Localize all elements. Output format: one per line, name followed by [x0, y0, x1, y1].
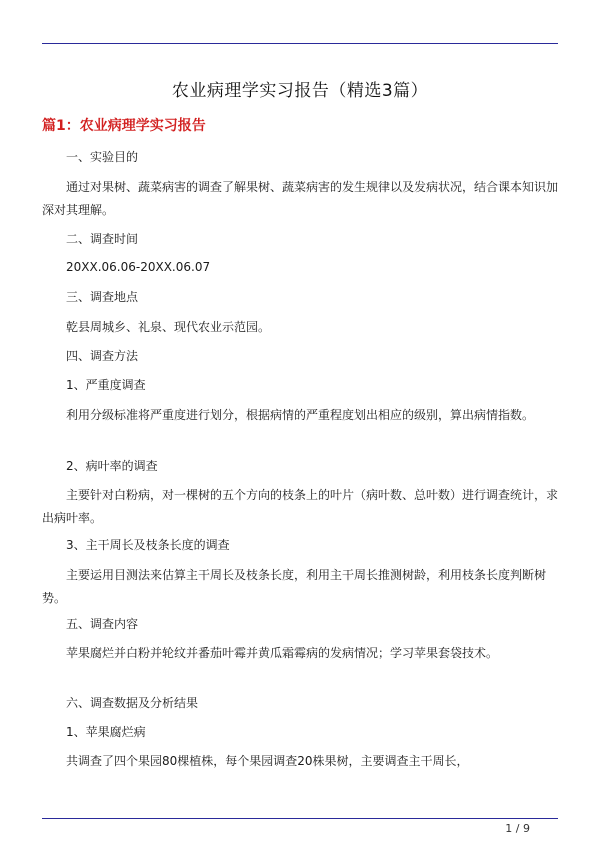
heading-survey-method: 四、调查方法	[66, 349, 139, 363]
heading-survey-content: 五、调查内容	[66, 617, 139, 631]
heading-survey-data: 六、调查数据及分析结果	[66, 696, 199, 710]
heading-experiment-purpose: 一、实验目的	[66, 150, 139, 164]
header-rule	[42, 43, 558, 44]
heading-diseased-leaf-rate: 2、病叶率的调查	[66, 459, 158, 473]
section-heading: 篇1：农业病理学实习报告	[42, 118, 206, 134]
page-number: 1 / 9	[505, 822, 530, 835]
paragraph-survey-location: 乾县周城乡、礼泉、现代农业示范园。	[66, 320, 271, 334]
paragraph-diseased-leaf-rate: 主要针对白粉病，对一棵树的五个方向的枝条上的叶片（病叶数、总叶数）进行调查统计，求出病叶率。	[42, 488, 559, 525]
paragraph-survey-time: 20XX.06.06-20XX.06.07	[66, 260, 211, 274]
heading-apple-canker: 1、苹果腐烂病	[66, 725, 146, 739]
footer-rule	[42, 818, 558, 819]
heading-survey-location: 三、调查地点	[66, 290, 139, 304]
paragraph-trunk-branch-survey: 主要运用目测法来估算主干周长及枝条长度，利用主干周长推测树龄，利用枝条长度判断树势。	[42, 568, 547, 605]
paragraph-severity-survey: 利用分级标准将严重度进行划分，根据病情的严重程度划出相应的级别，算出病情指数。	[66, 408, 535, 422]
paragraph-survey-content: 苹果腐烂并白粉并轮纹并番茄叶霉并黄瓜霜霉病的发病情况；学习苹果套袋技术。	[66, 646, 499, 660]
paragraph-purpose: 通过对果树、蔬菜病害的调查了解果树、蔬菜病害的发生规律以及发病状况，结合课本知识加深对其理解。	[42, 180, 559, 217]
paragraph-apple-canker: 共调查了四个果园80棵植株，每个果园调查20株果树，主要调查主干周长，	[66, 754, 469, 768]
heading-trunk-branch-survey: 3、主干周长及枝条长度的调查	[66, 538, 230, 552]
heading-survey-time: 二、调查时间	[66, 232, 139, 246]
document-title: 农业病理学实习报告（精选3篇）	[171, 81, 429, 101]
heading-severity-survey: 1、严重度调查	[66, 378, 146, 392]
